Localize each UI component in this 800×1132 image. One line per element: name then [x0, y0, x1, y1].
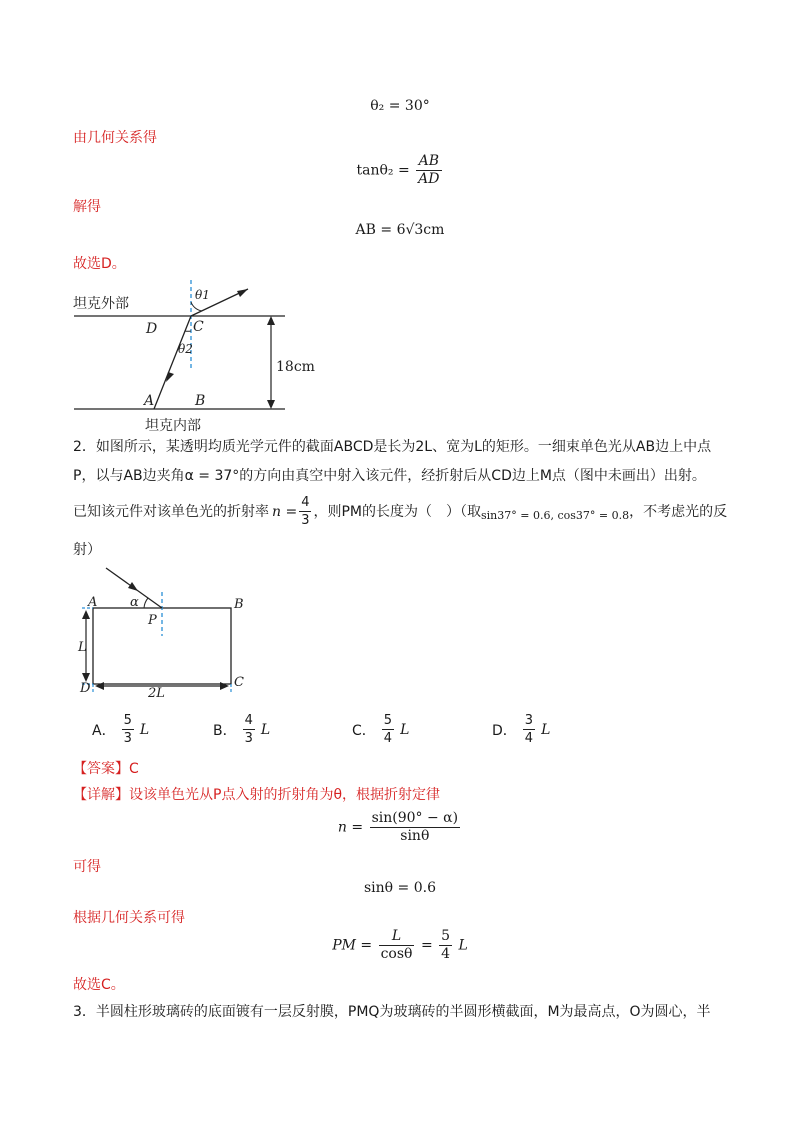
kede-label: 可得: [73, 859, 101, 875]
length-2l-label: 2L: [148, 686, 165, 700]
option-a[interactable]: [92, 712, 149, 747]
option-d-fraction: [523, 712, 535, 747]
refracted-ray: [154, 316, 191, 409]
geometry-label-1: 由几何关系得: [73, 130, 157, 146]
option-a-suffix: L: [139, 721, 150, 738]
question2-line3a: 已知该元件对该单色光的折射率: [73, 503, 269, 520]
refraction-denominator: sinθ: [400, 828, 430, 844]
n-denominator: 3: [301, 513, 310, 528]
n-lhs: n =: [272, 503, 298, 520]
width-arrow-up: [82, 610, 90, 619]
rectangle-figure: [68, 560, 258, 700]
option-d-den: 4: [524, 731, 534, 746]
detail-text: 设该单色光从P点入射的折射角为θ，根据折射定律: [129, 787, 441, 803]
rect-point-a: A: [88, 595, 98, 610]
option-c-num: 5: [383, 713, 393, 728]
height-label: 18cm: [276, 359, 315, 375]
option-d-num: 3: [524, 713, 534, 728]
point-p-label: P: [148, 613, 157, 628]
answer-tag: 【答案】: [73, 761, 129, 777]
option-b-fraction: [243, 712, 255, 747]
option-a-den: 3: [123, 731, 132, 746]
pm-numerator-1: L: [379, 928, 415, 946]
tan-numerator: AB: [416, 153, 441, 171]
tan-denominator: AD: [418, 171, 440, 187]
equation-pm: [0, 928, 800, 963]
pm-fraction-2: [439, 928, 452, 963]
option-c[interactable]: [352, 712, 409, 747]
option-b-num: 4: [244, 713, 253, 728]
option-b-suffix: L: [260, 721, 271, 738]
option-d[interactable]: [492, 712, 550, 747]
tank-figure: [60, 275, 330, 435]
pm-equals: =: [420, 937, 433, 954]
pm-fraction-1: [379, 928, 415, 963]
option-b-den: 3: [244, 731, 253, 746]
rectangle-abcd: [93, 608, 231, 684]
question2-line4: 射）: [73, 542, 101, 558]
pm-denominator-2: 4: [441, 946, 451, 962]
theta2-label: θ2: [178, 342, 193, 356]
option-c-suffix: L: [400, 721, 410, 738]
length-arrow-right: [220, 682, 229, 690]
length-arrow-left: [95, 682, 104, 690]
tan-fraction: [416, 153, 441, 188]
point-a-label: A: [144, 393, 155, 409]
solve-label: 解得: [73, 199, 101, 215]
point-c-label: C: [193, 319, 204, 335]
point-b-label: B: [195, 393, 206, 409]
equation-ab: AB = 6√3cm: [355, 222, 445, 238]
refraction-fraction: [370, 810, 461, 845]
option-a-label: A．: [92, 722, 116, 739]
ray-arrow-lower: [166, 372, 174, 382]
refraction-numerator: sin(90° − α): [371, 810, 459, 826]
alpha-label: α: [130, 595, 139, 610]
tan-lhs: tanθ₂ =: [356, 162, 410, 179]
tank-inside-label: 坦克内部: [145, 418, 201, 434]
geometry-label-2: 根据几何关系可得: [73, 910, 185, 926]
incident-arrow: [128, 582, 138, 591]
option-c-den: 4: [383, 731, 393, 746]
pm-lhs: PM =: [332, 937, 373, 954]
point-d-label: D: [146, 321, 158, 337]
option-b-label: B．: [213, 722, 237, 739]
option-c-fraction: [382, 712, 394, 747]
choice-d-text: 故选D。: [73, 256, 126, 272]
rect-point-d: D: [80, 681, 91, 696]
equation-refraction: [0, 810, 800, 845]
question2-line3d: ，不考虑光的反: [629, 503, 728, 520]
option-d-label: D．: [492, 722, 517, 739]
n-numerator: 4: [301, 495, 310, 510]
ray-arrow-upper: [237, 289, 248, 297]
option-d-suffix: L: [541, 721, 551, 738]
question2-line2: P，以与AB边夹角α = 37°的方向由真空中射入该元件，经折射后从CD边上M点（图中未画出）出射。: [73, 468, 706, 484]
pm-numerator-2: 5: [441, 928, 451, 944]
question2-line3b: ，则PM的长度为（ ）（取: [313, 503, 482, 520]
answer-line: [73, 758, 139, 778]
theta1-arc: [191, 302, 202, 311]
height-arrow-up: [267, 316, 275, 325]
refraction-lhs: n =: [337, 819, 364, 836]
question3-line1: 3．半圆柱形玻璃砖的底面镀有一层反射膜，PMQ为玻璃砖的半圆形横截面，M为最高点，O为圆心，半: [73, 1004, 711, 1020]
alpha-arc: [144, 598, 148, 608]
detail-line: [73, 784, 440, 804]
option-c-label: C．: [352, 722, 376, 739]
answer-value: C: [129, 761, 139, 777]
option-b[interactable]: [213, 712, 270, 747]
pm-suffix: L: [458, 937, 468, 954]
equation-sin: sinθ = 0.6: [363, 880, 436, 896]
pm-denominator-1: cosθ: [380, 946, 413, 962]
height-arrow-down: [267, 400, 275, 409]
theta1-label: θ1: [195, 288, 210, 302]
n-fraction: [299, 494, 311, 529]
choice-c-text: 故选C。: [73, 977, 125, 993]
equation-theta2: θ₂ = 30°: [370, 98, 430, 114]
tank-outside-label: 坦克外部: [73, 296, 129, 312]
question2-line1: 2．如图所示，某透明均质光学元件的截面ABCD是长为2L、宽为L的矩形。一细束单色光从AB边上中点: [73, 439, 712, 455]
rect-point-b: B: [234, 597, 244, 612]
option-a-fraction: [122, 712, 134, 747]
trig-values: sin37° = 0.6, cos37° = 0.8: [481, 508, 630, 522]
width-l-label: L: [78, 640, 87, 655]
equation-tan: [0, 153, 800, 188]
option-a-num: 5: [123, 713, 132, 728]
question2-line3: [73, 494, 727, 529]
detail-tag: 【详解】: [73, 787, 129, 803]
rect-point-c: C: [234, 675, 244, 690]
